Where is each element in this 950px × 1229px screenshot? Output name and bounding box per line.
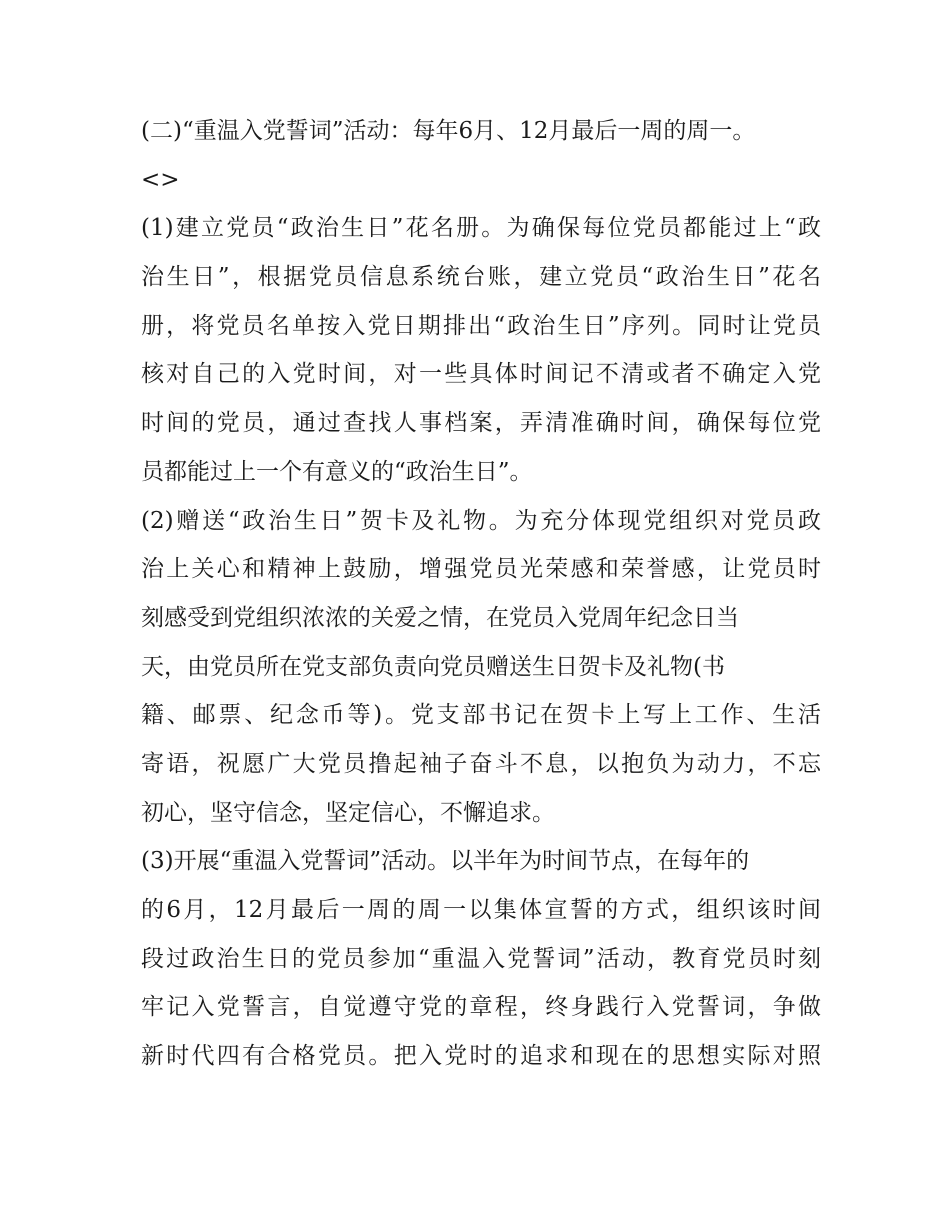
text-line: 员都能过上一个有意义的“政治生日”。 <box>141 458 533 485</box>
text-line: 册，将党员名单按入党日期排出“政治生日”序列。同时让党员 <box>141 312 821 339</box>
text-line: 天，由党员所在党支部负责向党员赠送生日贺卡及礼物(书 <box>141 653 725 680</box>
text-line: 核对自己的入党时间，对一些具体时间记不清或者不确定入党 <box>141 361 821 388</box>
text-line: <> <box>141 166 180 193</box>
text-line: 初心，坚守信念，坚定信心，不懈追求。 <box>141 799 555 826</box>
text-line: 时间的党员，通过查找人事档案，弄清准确时间，确保每位党 <box>141 410 821 437</box>
text-line: 的6月，12月最后一周的周一以集体宣誓的方式，组织该时间 <box>141 897 821 923</box>
text-line: 段过政治生日的党员参加“重温入党誓词”活动，教育党员时刻 <box>141 945 821 972</box>
text-line: 新时代四有合格党员。把入党时的追求和现在的思想实际对照 <box>141 1043 821 1070</box>
text-line: (1)建立党员“政治生日”花名册。为确保每位党员都能过上“政 <box>141 215 821 242</box>
document-body <box>141 107 821 1081</box>
text-line: 刻感受到党组织浓浓的关爱之情，在党员入党周年纪念日当 <box>141 604 739 631</box>
text-line: 寄语，祝愿广大党员撸起袖子奋斗不息，以抱负为动力，不忘 <box>141 750 821 777</box>
text-line: (3)开展“重温入党誓词”活动。以半年为时间节点，在每年的 <box>141 848 750 875</box>
text-line: 牢记入党誓言，自觉遵守党的章程，终身践行入党誓词，争做 <box>141 994 821 1021</box>
text-line: (2)赠送“政治生日”贺卡及礼物。为充分体现党组织对党员政 <box>141 507 821 534</box>
text-line: 治上关心和精神上鼓励，增强党员光荣感和荣誉感，让党员时 <box>141 556 821 583</box>
text-line: (二)“重温入党誓词”活动：每年6月、12月最后一周的周一。 <box>141 118 756 144</box>
text-line: 治生日”，根据党员信息系统台账，建立党员“政治生日”花名 <box>141 264 821 291</box>
text-line: 籍、邮票、纪念币等)。党支部书记在贺卡上写上工作、生活 <box>141 702 821 729</box>
